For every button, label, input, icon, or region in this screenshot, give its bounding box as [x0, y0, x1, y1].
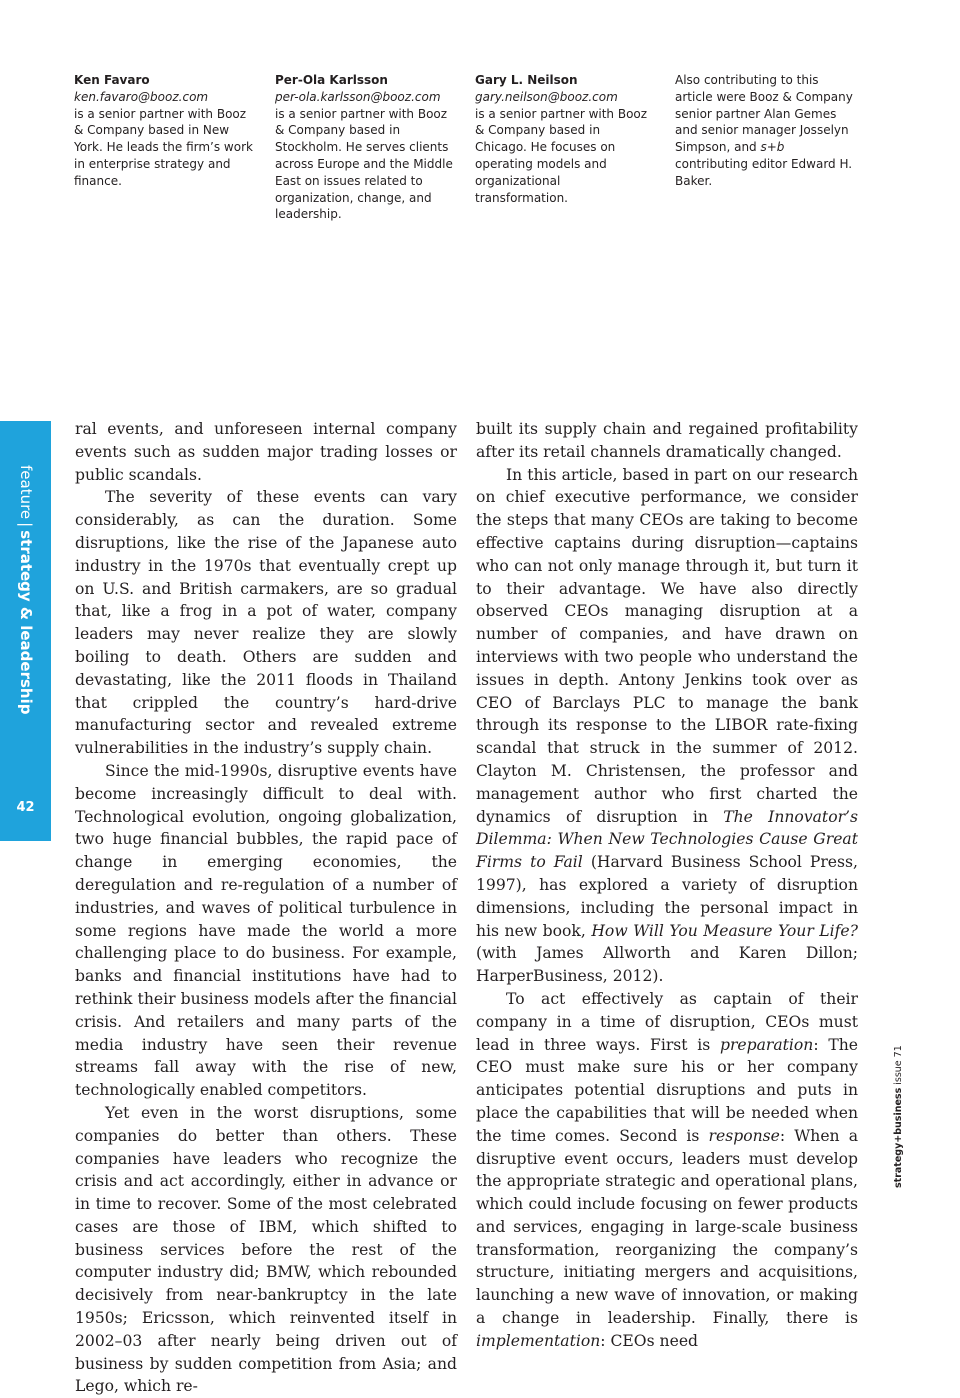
section-label-topic: strategy & leadership	[17, 530, 35, 715]
author-email[interactable]: ken.favaro@booz.com	[74, 89, 209, 104]
author-bio	[74, 72, 254, 190]
publication-name: strategy+business	[893, 1087, 904, 1188]
section-separator: |	[17, 522, 35, 528]
author-name: Per-Ola Karlsson	[275, 73, 388, 87]
key-term: preparation	[719, 1035, 814, 1054]
author-description: is a senior partner with Booz & Company based in New York. He leads the firm’s work in enterprise strategy and finance.	[74, 106, 253, 188]
author-bios	[74, 72, 874, 222]
author-description: is a senior partner with Booz & Company based in Chicago. He focuses on operating models and organizational transformation.	[475, 106, 648, 205]
author-email[interactable]: gary.neilson@booz.com	[475, 89, 618, 104]
contributors-text-after: contributing editor Edward H. Baker.	[675, 156, 853, 188]
brand-name: s+b	[760, 140, 785, 155]
author-description: is a senior partner with Booz & Company based in Stockholm. He serves clients across Europe and the Middle East on issues related to organization, change, and leadership.	[275, 106, 453, 222]
paragraph: Yet even in the worst disruptions, some companies do better than others. These companies have leaders who recognize the crisis and act accordingly, either in advance or in time to recover. Some of the most celebrated cases are those of IBM, which shifted to business services before the rest of the computer industry did; BMW, which rebounded decisively from near-bankruptcy in the late 1950s; Ericsson, which reinvented itself in 2002–03 after nearly being driven out of business by sudden competition from Asia; and Lego, which re-	[75, 1103, 457, 1396]
author-bio	[475, 72, 655, 206]
text-run: : When a disruptive event occurs, leaders must develop the appropriate strategic and operational plans, which could include focusing on fewer products and services, engaging in large-scale business transformation, reorganizing the company’s structure, initiating mergers and acquisitions, launching a new wave of innovation, or making a change in leadership. Finally, there is	[476, 1126, 858, 1328]
paragraph: The severity of these events can vary considerably, as can the duration. Some disruptions, like the rise of the Japanese auto industry in the 1970s that eventually crept up on U.S. and British carmakers, are so gradual that, like a frog in a pot of water, company leaders may never realize they are slowly boiling to death. Others are sudden and devastating, like the 2011 floods in Thailand that crippled the country’s hard-drive manufacturing sector and revealed extreme vulnerabilities in the industry’s supply chain.	[75, 488, 457, 758]
book-title: How Will You Measure Your Life?	[591, 921, 859, 940]
paragraph: built its supply chain and regained profitability after its retail channels dramatically changed.	[476, 420, 858, 461]
publication-footer	[893, 1045, 913, 1318]
book-title: The Innovator’s Dilemma: When New Technologies Cause Great Firms to Fail	[476, 807, 858, 872]
key-term: implementation	[476, 1331, 601, 1350]
text-run: : CEOs need	[600, 1331, 699, 1350]
section-label	[10, 465, 40, 717]
contributors-text	[675, 72, 855, 190]
paragraph: ral events, and unforeseen internal company events such as sudden major trading losses or public scandals.	[75, 420, 457, 484]
paragraph: Since the mid-1990s, disruptive events have become increasingly difficult to deal with. Technological evolution, ongoing globalization, two huge financial bubbles, the rapid pace of change in emerging economies, the deregulation and re-regulation of a number of industries, and waves of political turbulence in some regions have made the world a more challenging place to do business. For example, banks and financial institutions have had to rethink their business models after the financial crisis. And retailers and many parts of the media industry have seen their revenue streams fall away with the rise of new, technologically enabled competitors.	[75, 761, 457, 1100]
paragraph	[476, 464, 858, 988]
key-term: response	[708, 1126, 780, 1145]
contributors-note	[675, 72, 855, 190]
author-email[interactable]: per-ola.karlsson@booz.com	[275, 89, 441, 104]
text-run: (Harvard Business School Press, 1997), has explored a variety of disruption dimensions, including the personal impact in his new book,	[476, 853, 858, 940]
contributors-text-before: Also contributing to this article were Booz & Company senior partner Alan Gemes and senior manager Josselyn Simpson, and	[675, 73, 853, 155]
paragraph	[476, 988, 858, 1353]
body-column-left	[75, 418, 457, 1398]
author-bio	[275, 72, 455, 223]
text-run: : The CEO must make sure his or her company anticipates potential disruptions and puts in place the capabilities that will be needed when the time comes. Second is	[476, 1035, 858, 1145]
text-run: In this article, based in part on our research on chief executive performance, we consider the steps that many CEOs are taking to become effective captains during disruption—captains who can not only manage through it, but turn it to their advantage. We have also directly observed CEOs managing disruption at a number of companies, and have drawn on interviews with two people who understand the issues in depth. Antony Jenkins took over as CEO of Barclays PLC to manage the bank through its response to the LIBOR rate-fixing scandal that struck in the summer of 2012. Clayton M. Christensen, the professor and management author who first charted the dynamics of disruption in	[476, 465, 858, 826]
body-column-right	[476, 418, 858, 1353]
author-name: Gary L. Neilson	[475, 73, 578, 87]
text-run: (with James Allworth and Karen Dillon; HarperBusiness, 2012).	[476, 944, 858, 986]
issue-label: issue 71	[893, 1045, 904, 1085]
text-run: To act effectively as captain of their company in a time of disruption, CEOs must lead in three ways. First is	[476, 989, 858, 1054]
page-number: 42	[16, 800, 35, 815]
author-name: Ken Favaro	[74, 73, 150, 87]
section-label-feature: feature	[17, 465, 35, 520]
